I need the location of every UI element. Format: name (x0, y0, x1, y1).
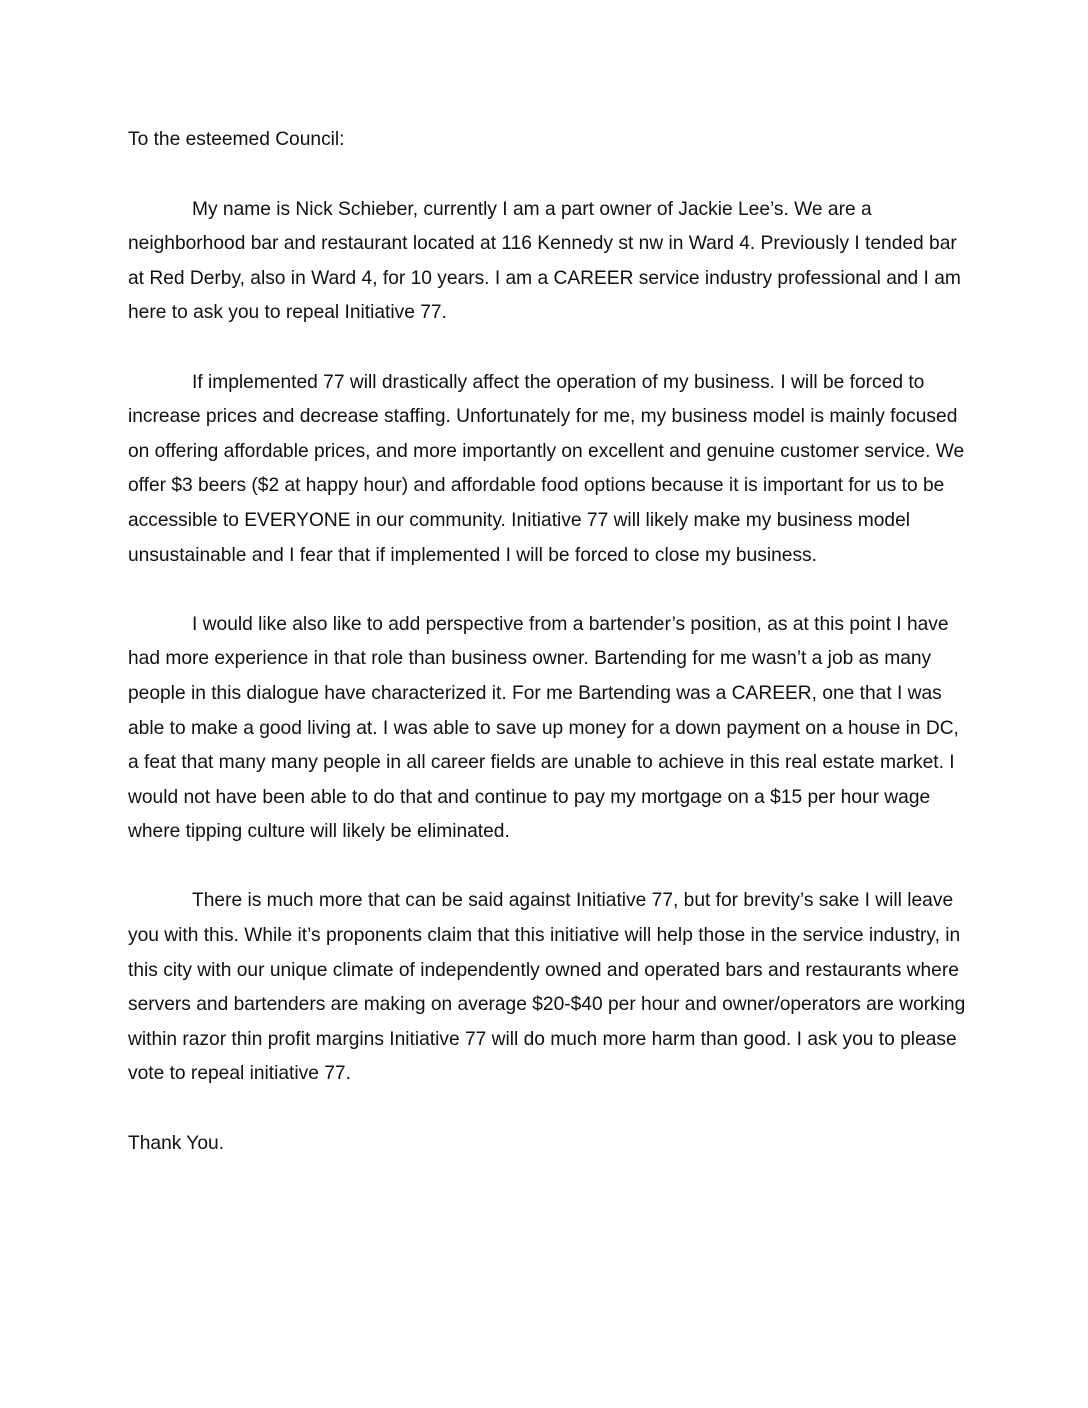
paragraph-introduction: My name is Nick Schieber, currently I am a part owner of Jackie Lee’s. We are a neighborhood bar and restaurant located at 116 Kennedy st nw in Ward 4. Previously I tended bar at Red Derby, also in Ward 4, for 10 years. I am a CAREER service industry professional and I am here to ask you to repeal Initiative 77. (128, 198, 961, 324)
paragraph-bartender-perspective: I would like also like to add perspective from a bartender’s position, as at this point I have had more experience in that role than business owner. Bartending for me wasn’t a job as many people in this dialogue have characterized it. For me Bartending was a CAREER, one that I was able to make a good living at. I was able to save up money for a down payment on a house in DC, a feat that many many people in all career fields are unable to achieve in this real estate market. I would not have been able to do that and continue to pay my mortgage on a $15 per hour wage where tipping culture will likely be eliminated. (128, 613, 959, 843)
paragraph-business-impact: If implemented 77 will drastically affect the operation of my business. I will be forced to increase prices and decrease staffing. Unfortunately for me, my business model is mainly focused on offering affordable prices, and more importantly on excellent and genuine customer service. We offer $3 beers ($2 at happy hour) and affordable food options because it is important for us to be accessible to EVERYONE in our community. Initiative 77 will likely make my business model unsustainable and I fear that if implemented I will be forced to close my business. (128, 371, 965, 566)
salutation: To the esteemed Council: (128, 129, 345, 150)
closing: Thank You. (128, 1132, 225, 1154)
letter-body (128, 123, 968, 1161)
paragraph-conclusion: There is much more that can be said against Initiative 77, but for brevity’s sake I will leave you with this. While it’s proponents claim that this initiative will help those in the service industry, in this city with our unique climate of independently owned and operated bars and restaurants where servers and bartenders are making on average $20-$40 per hour and owner/operators are working within razor thin profit margins Initiative 77 will do much more harm than good. I ask you to please vote to repeal initiative 77. (128, 890, 966, 1085)
